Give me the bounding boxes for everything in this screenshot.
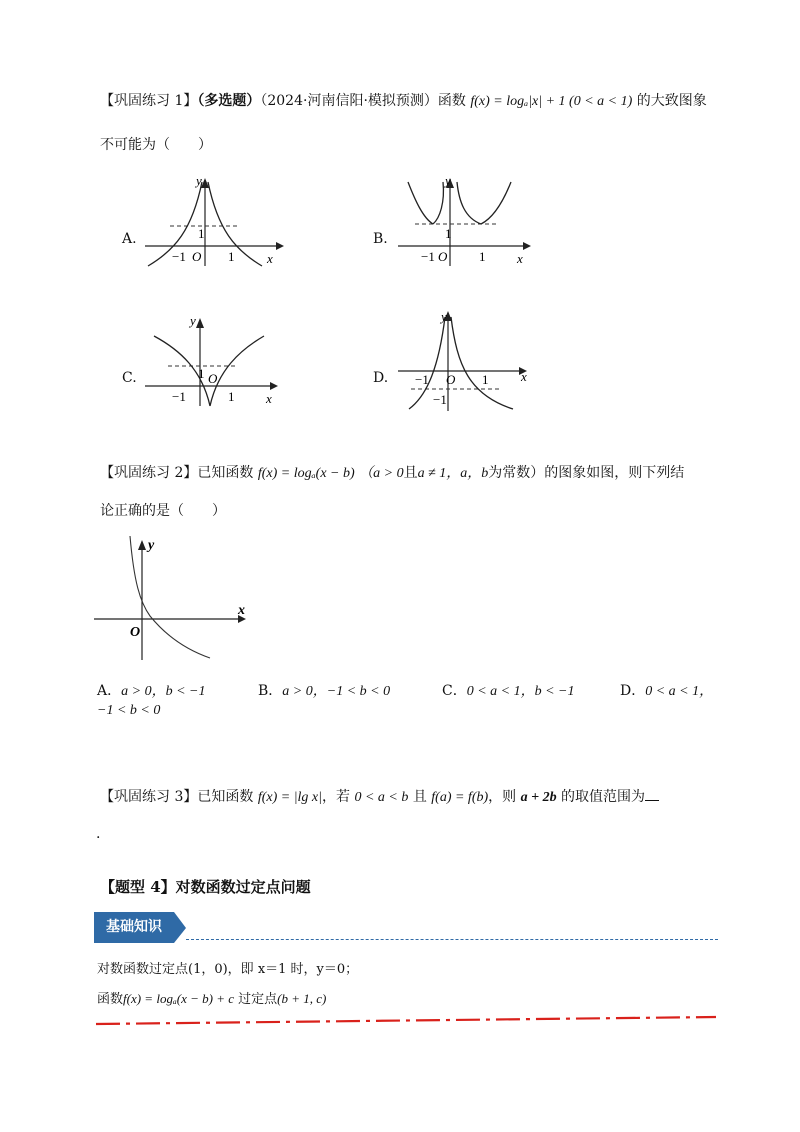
ex3-formula: f(x) = |lg x| bbox=[257, 790, 322, 805]
ex2-choice-c-letter: C． bbox=[442, 683, 467, 699]
graph-b-curve-4 bbox=[481, 182, 511, 224]
ex1-label: 【巩固练习 1】 bbox=[100, 93, 198, 109]
ex2-choice-c-text: 0 < a < 1，b < −1 bbox=[466, 684, 575, 699]
graph-c-one-x: 1 bbox=[228, 389, 235, 404]
ex2-choice-a-text: a > 0，b < −1 bbox=[121, 684, 206, 699]
graph-b-one-y: 1 bbox=[445, 226, 452, 241]
graph-d-y-label: y bbox=[441, 309, 447, 324]
graph-b-x-arrow bbox=[523, 242, 531, 250]
graph-b-origin: O bbox=[438, 249, 448, 264]
ex2-formula: f(x) = logₐ(x − b) bbox=[257, 466, 355, 481]
graph-b-curve-2 bbox=[433, 182, 443, 224]
ex2-choice-d-letter: D． bbox=[620, 683, 646, 699]
ex1-tag: （多选题） bbox=[197, 93, 261, 109]
graph-a-y-label: y bbox=[196, 173, 202, 188]
type4-red-rule bbox=[94, 1014, 720, 1028]
ex2-cond-and: 且 bbox=[403, 465, 418, 481]
graph-c-origin: O bbox=[208, 371, 218, 386]
type4-red-dashdot-line bbox=[96, 1017, 716, 1024]
ex2-line2: 论正确的是（ ） bbox=[100, 503, 226, 519]
ex2-choice-c bbox=[442, 680, 575, 700]
type4-badge-rule bbox=[186, 939, 718, 940]
graph-c-y-label: y bbox=[190, 313, 196, 328]
ex1-source: （2024·河南信阳·模拟预测）函数 bbox=[260, 93, 466, 109]
ex1-option-c-letter: C. bbox=[122, 370, 137, 386]
type4-line2 bbox=[97, 988, 326, 1007]
ex2-label: 【巩固练习 2】 bbox=[100, 465, 198, 481]
graph-a-one-x: 1 bbox=[228, 249, 235, 264]
graph-a-right-branch bbox=[208, 182, 262, 266]
ex2-graph-y-arrow bbox=[138, 540, 146, 550]
graph-b-curve-3 bbox=[457, 182, 481, 224]
graph-c bbox=[140, 310, 290, 410]
graph-d-right-branch bbox=[451, 317, 513, 409]
graph-c-one-y: 1 bbox=[198, 366, 205, 381]
graph-a-neg-one: −1 bbox=[172, 249, 186, 264]
ex3-label: 【巩固练习 3】 bbox=[100, 789, 198, 805]
ex2-header bbox=[100, 462, 684, 482]
ex1-formula: f(x) = logₐ|x| + 1 (0 < a < 1) bbox=[470, 94, 633, 109]
ex2-choice-d bbox=[620, 680, 713, 700]
graph-d bbox=[393, 305, 543, 415]
ex2-cond1: （a > 0 bbox=[359, 466, 404, 481]
graph-a-x-arrow bbox=[276, 242, 284, 250]
ex2-choice-a bbox=[97, 680, 205, 700]
type4-line2-formula: f(x) = logₐ(x − b) + c bbox=[123, 991, 234, 1006]
ex3-cond2: f(a) = f(b) bbox=[431, 790, 489, 805]
graph-b-neg-one: −1 bbox=[421, 249, 435, 264]
ex2-choice-b-text: a > 0，−1 < b < 0 bbox=[282, 684, 391, 699]
graph-c-right-branch bbox=[210, 336, 264, 406]
graph-c-neg-one: −1 bbox=[172, 389, 186, 404]
graph-c-y-arrow bbox=[196, 318, 204, 328]
graph-b-y-label: y bbox=[445, 173, 451, 188]
type4-line2-prefix: 函数 bbox=[97, 992, 124, 1007]
graph-a-one-y: 1 bbox=[198, 226, 205, 241]
graph-c-x-arrow bbox=[270, 382, 278, 390]
ex2-intro: 已知函数 bbox=[197, 465, 254, 481]
ex3-expr: a + 2b bbox=[520, 790, 557, 805]
graph-a bbox=[140, 170, 290, 270]
ex1-header bbox=[100, 90, 707, 110]
ex2-choice-d-text: 0 < a < 1， bbox=[645, 684, 714, 699]
ex1-option-d-letter: D. bbox=[373, 370, 389, 386]
ex2-graph-y-label: y bbox=[148, 538, 155, 553]
ex2-graph-origin: O bbox=[130, 625, 141, 640]
ex3-and: 且 bbox=[412, 789, 427, 805]
ex2-choice-b-letter: B． bbox=[258, 683, 283, 699]
graph-b bbox=[393, 170, 543, 270]
ex1-suffix: 的大致图象 bbox=[636, 93, 707, 109]
ex2-choice-b bbox=[258, 680, 390, 700]
type4-line2-point: (b + 1, c) bbox=[277, 991, 327, 1006]
ex3-dot: . bbox=[96, 826, 101, 842]
type4-badge: 基础知识 bbox=[106, 919, 162, 935]
ex3-then: ，则 bbox=[488, 789, 517, 805]
ex2-choice-a-letter: A． bbox=[97, 683, 122, 699]
ex3-cond: 0 < a < b bbox=[354, 790, 409, 805]
ex3-mid: ，若 bbox=[322, 789, 350, 805]
ex2-graph-x-label: x bbox=[238, 603, 245, 618]
ex1-option-b-letter: B. bbox=[373, 231, 388, 247]
ex3-intro: 已知函数 bbox=[197, 789, 254, 805]
ex1-option-a-letter: A. bbox=[122, 231, 137, 247]
ex3-line bbox=[100, 786, 659, 806]
graph-d-origin: O bbox=[446, 372, 456, 387]
graph-d-x-label: x bbox=[521, 369, 527, 384]
ex2-graph bbox=[92, 532, 252, 662]
graph-b-curve-1 bbox=[408, 182, 433, 224]
graph-a-origin: O bbox=[192, 249, 202, 264]
type4-line1: 对数函数过定点(1，0)，即 x＝1 时，y＝0； bbox=[97, 962, 359, 977]
ex3-tail: 的取值范围为 bbox=[561, 789, 646, 805]
ex3-blank bbox=[645, 800, 659, 801]
graph-a-x-label: x bbox=[267, 251, 273, 266]
graph-b-x-label: x bbox=[517, 251, 523, 266]
graph-d-neg-one-x: −1 bbox=[415, 372, 429, 387]
ex2-cond2: a ≠ 1，a，b bbox=[417, 466, 489, 481]
type4-line2-mid: 过定点 bbox=[238, 992, 278, 1007]
graph-d-neg-one-y: −1 bbox=[433, 392, 447, 407]
graph-d-one-x: 1 bbox=[482, 372, 489, 387]
ex1-line2: 不可能为（ ） bbox=[100, 137, 212, 153]
type4-heading: 【题型 4】对数函数过定点问题 bbox=[100, 878, 311, 896]
ex2-cond3: 为常数）的图象如图，则下列结 bbox=[488, 465, 685, 481]
graph-c-x-label: x bbox=[266, 391, 272, 406]
ex2-choice-d-continued: −1 < b < 0 bbox=[97, 703, 161, 718]
graph-b-one-x: 1 bbox=[479, 249, 486, 264]
